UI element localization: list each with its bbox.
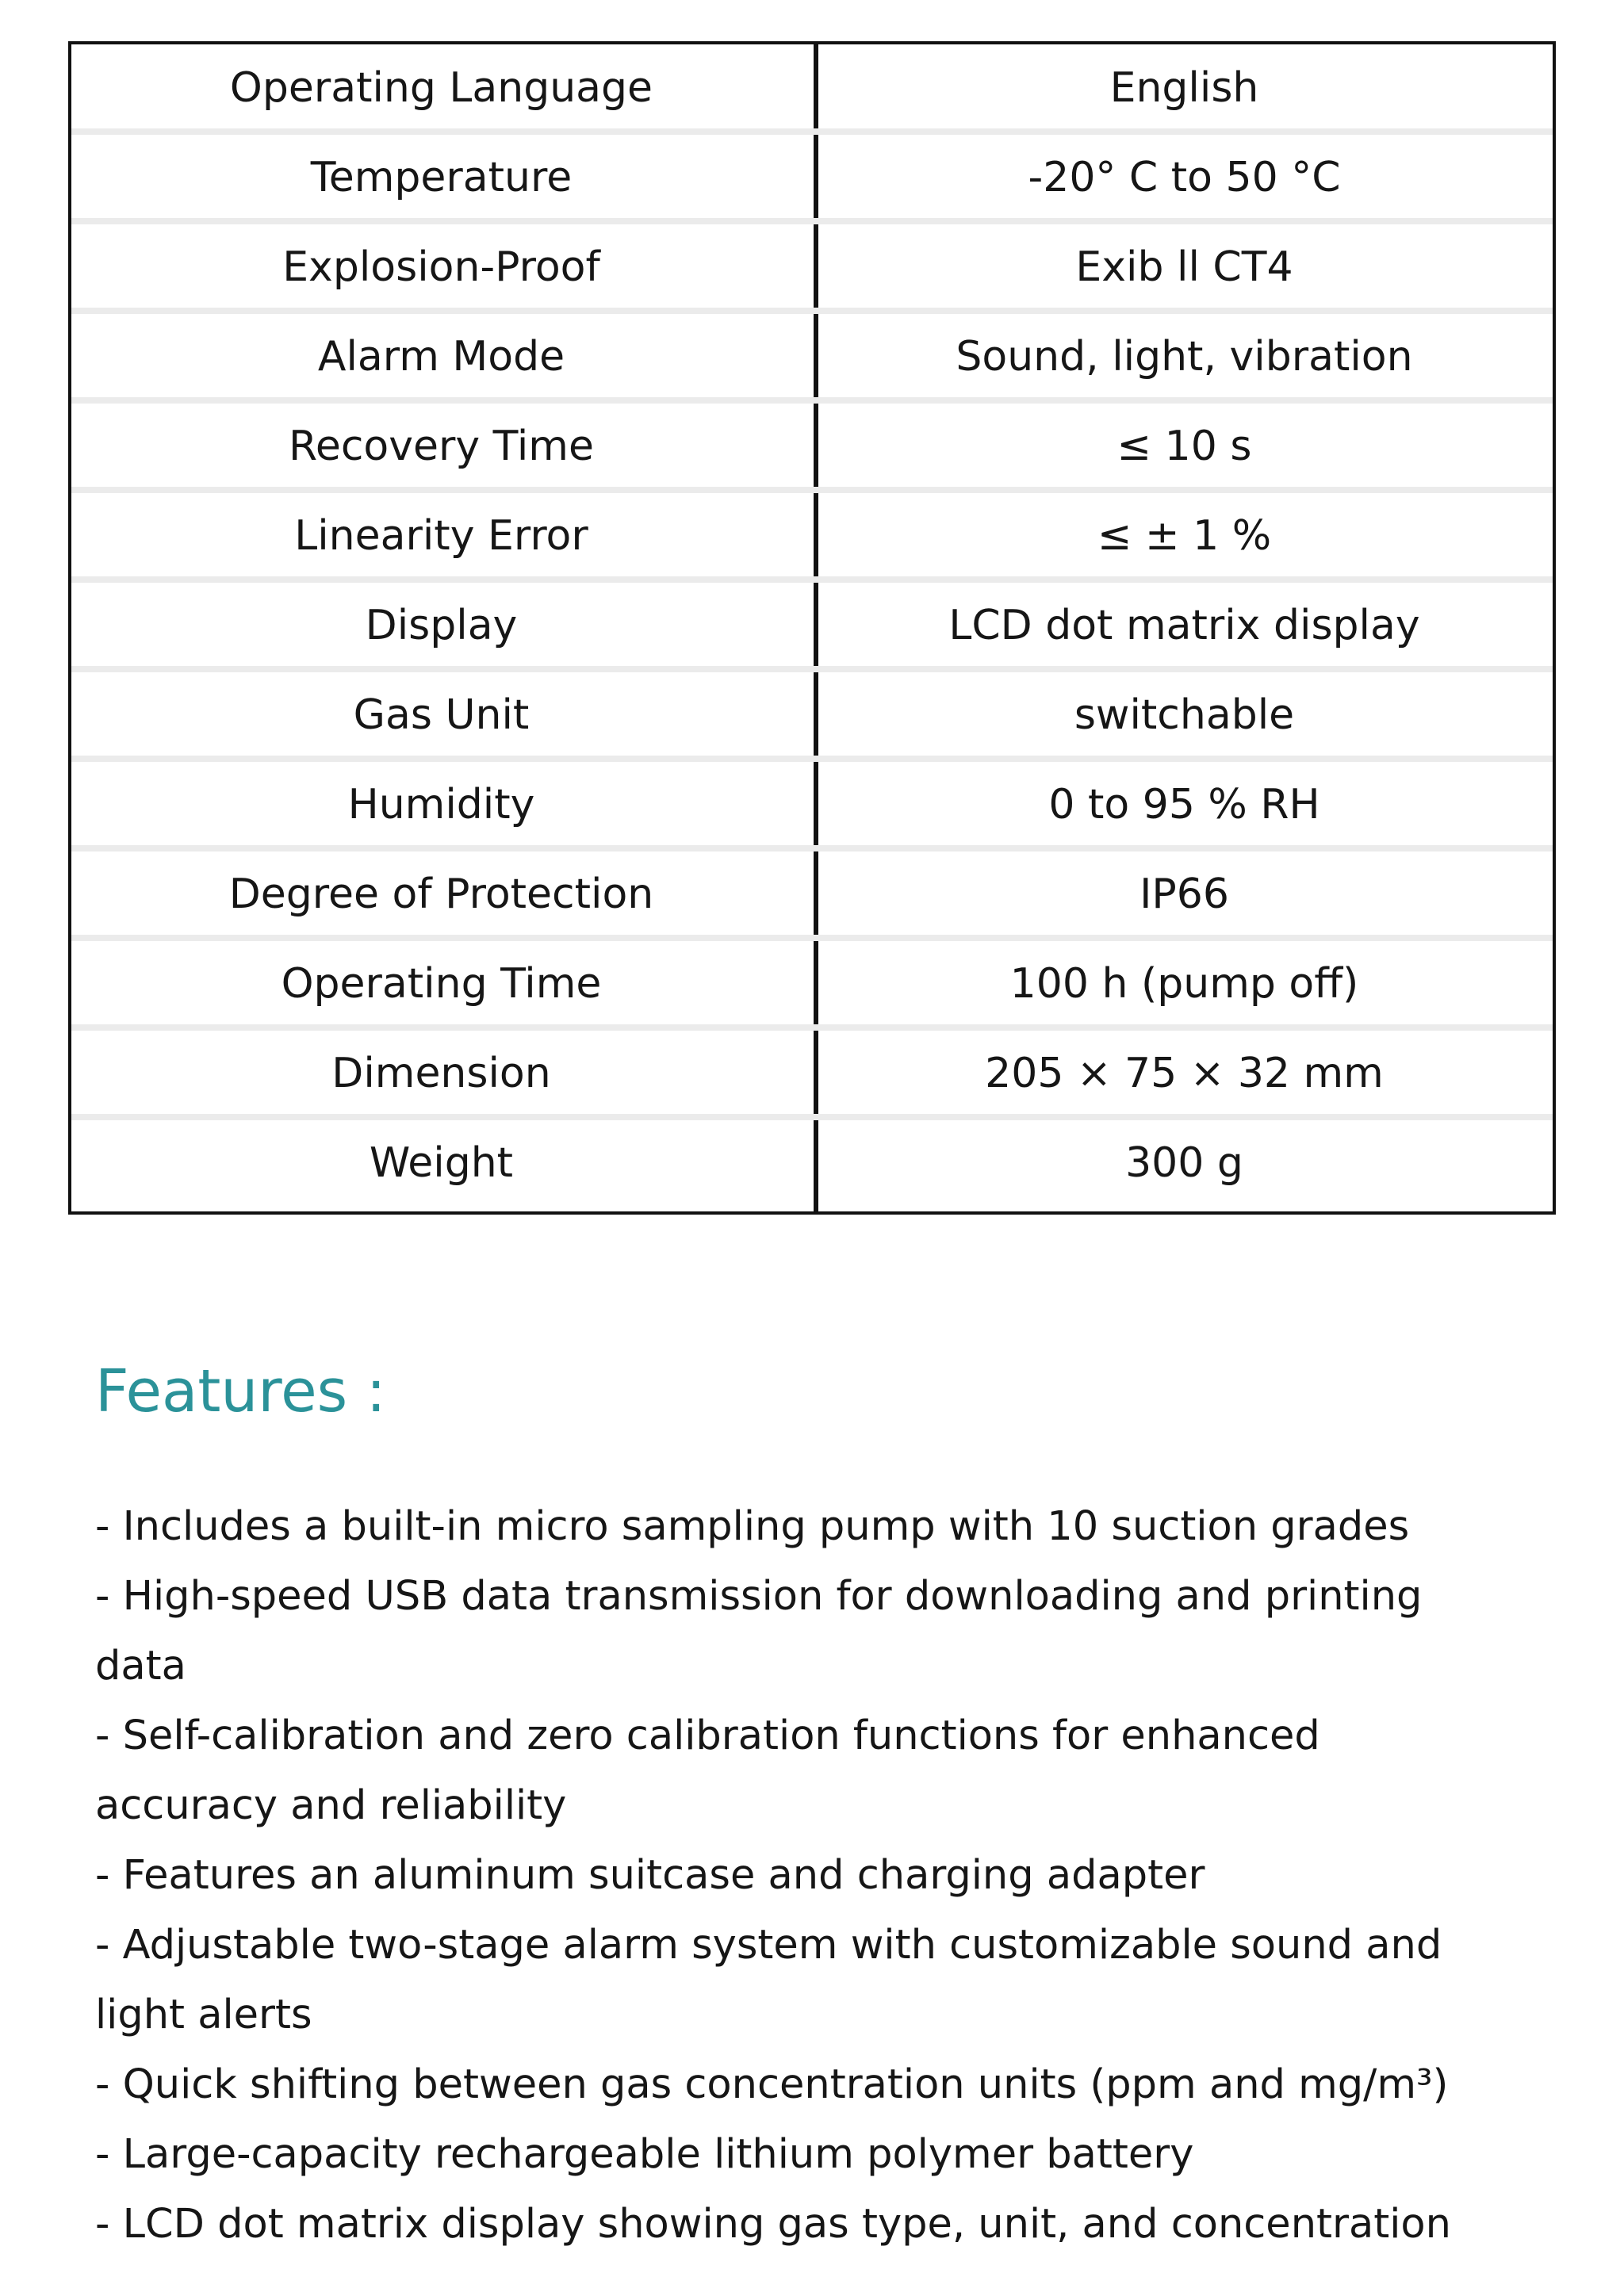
- feature-item: - Self-calibration and zero calibration functions for enhanced accuracy and reliability: [95, 1712, 1320, 1829]
- spec-label: Degree of Protection: [228, 871, 654, 918]
- feature-item: - Quick shifting between gas concentration units (ppm and mg/m³): [95, 2061, 1449, 2108]
- spec-row-humidity: [71, 761, 1553, 848]
- spec-value: 300 g: [1125, 1139, 1243, 1187]
- spec-value: -20° C to 50 °C: [1028, 154, 1341, 201]
- spec-row-temperature: [71, 134, 1553, 221]
- spec-row-linearity-error: [71, 492, 1553, 580]
- feature-item: - Includes a built-in micro sampling pump with 10 suction grades: [95, 1503, 1410, 1550]
- spec-row-alarm-mode: [71, 313, 1553, 400]
- spec-value: 205 × 75 × 32 mm: [985, 1050, 1384, 1097]
- spec-value: 0 to 95 % RH: [1048, 781, 1320, 828]
- specifications-table: [68, 41, 1556, 1215]
- feature-item: - High-speed USB data transmission for downloading and printing data: [95, 1573, 1423, 1689]
- spec-row-explosion-proof: [71, 224, 1553, 311]
- spec-row-display: [71, 582, 1553, 669]
- spec-label: Linearity Error: [294, 512, 588, 560]
- spec-value: ≤ ± 1 %: [1097, 512, 1272, 560]
- spec-label: Weight: [369, 1139, 514, 1187]
- spec-label: Recovery Time: [289, 423, 594, 470]
- spec-row-weight: [71, 1119, 1553, 1207]
- spec-row-dimension: [71, 1030, 1553, 1117]
- feature-item: - LCD dot matrix display showing gas type, unit, and concentration: [95, 2201, 1451, 2248]
- spec-row-recovery-time: [71, 403, 1553, 490]
- spec-label: Dimension: [331, 1050, 551, 1097]
- spec-value: LCD dot matrix display: [948, 602, 1420, 649]
- spec-label: Gas Unit: [353, 691, 530, 739]
- feature-item: - Features an aluminum suitcase and charging adapter: [95, 1852, 1205, 1899]
- feature-item: - Adjustable two-stage alarm system with customizable sound and light alerts: [95, 1922, 1442, 2038]
- spec-label: Operating Language: [229, 64, 653, 112]
- spec-value: Sound, light, vibration: [956, 333, 1413, 381]
- spec-row-operating-time: [71, 940, 1553, 1027]
- spec-label: Alarm Mode: [317, 333, 565, 381]
- spec-value: 100 h (pump off): [1009, 960, 1359, 1008]
- spec-value: IP66: [1139, 871, 1229, 918]
- spec-row-degree-of-protection: [71, 851, 1553, 938]
- spec-label: Humidity: [347, 781, 535, 828]
- spec-label: Explosion-Proof: [282, 243, 600, 291]
- spec-value: English: [1109, 64, 1259, 112]
- spec-label: Operating Time: [281, 960, 602, 1008]
- spec-label: Display: [365, 602, 518, 649]
- spec-label: Temperature: [310, 154, 573, 201]
- spec-value: switchable: [1074, 691, 1295, 739]
- features-list: [95, 1492, 1515, 2260]
- spec-row-gas-unit: [71, 672, 1553, 759]
- spec-value: Exib ll CT4: [1075, 243, 1293, 291]
- spec-value: ≤ 10 s: [1116, 423, 1252, 470]
- spec-row-operating-language: [71, 44, 1553, 132]
- features-heading: Features :: [95, 1357, 386, 1425]
- feature-item: - Large-capacity rechargeable lithium polymer battery: [95, 2131, 1194, 2178]
